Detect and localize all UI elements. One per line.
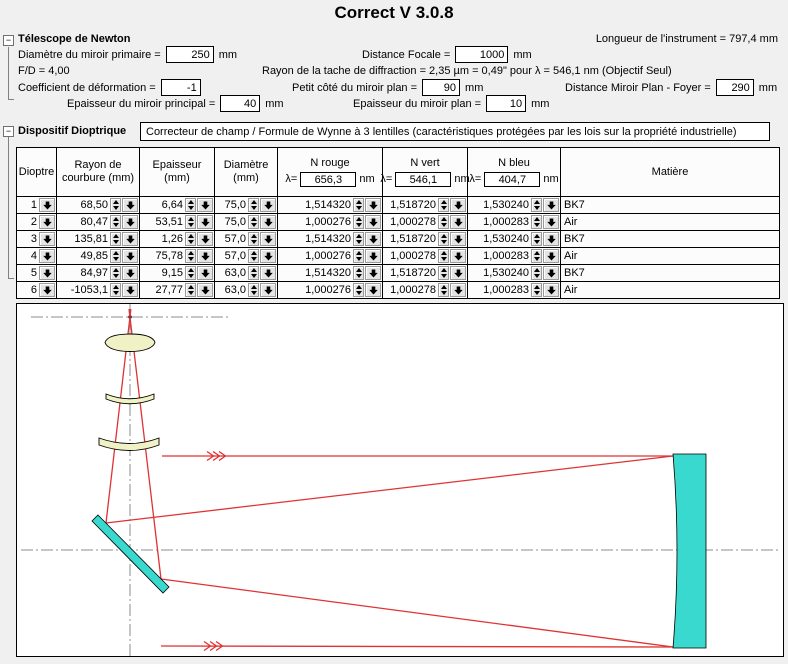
down-arrow-icon (547, 269, 556, 278)
spinner-control[interactable] (438, 249, 449, 263)
collapse-newton-button[interactable]: − (3, 35, 14, 46)
col-header-n-bleu: N bleu λ= 404,7 nm (468, 148, 561, 196)
field-diametre-primaire (18, 46, 237, 63)
down-arrow-icon (369, 235, 378, 244)
spinner-control[interactable] (531, 283, 542, 297)
coeff-input[interactable] (161, 79, 201, 96)
cell-n-rouge (278, 231, 383, 247)
down-arrow-button[interactable] (197, 198, 213, 212)
field-distance-miroir-foyer (565, 79, 777, 96)
cell-value: 1,000276 (305, 250, 351, 262)
lambda-vert-input[interactable] (395, 172, 451, 187)
down-arrow-icon (43, 235, 52, 244)
cell-n-bleu (468, 282, 561, 298)
spinner-control[interactable] (248, 266, 259, 280)
cell-rayon (57, 265, 140, 281)
cell-value: 1,518720 (390, 199, 436, 211)
table-row (17, 231, 779, 248)
down-arrow-icon (369, 252, 378, 261)
cell-value: 27,77 (155, 284, 183, 296)
spinner-control[interactable] (248, 283, 259, 297)
spinner-control[interactable] (185, 198, 196, 212)
lambda-bleu-input[interactable] (484, 172, 540, 187)
focale-unit: mm (513, 48, 532, 61)
cell-n-vert (383, 265, 468, 281)
primary-mirror (673, 454, 706, 648)
down-arrow-icon (454, 201, 463, 210)
down-arrow-button[interactable] (450, 198, 466, 212)
down-arrow-icon (264, 235, 273, 244)
cell-value: 80,47 (80, 216, 108, 228)
cell-value: 75,78 (155, 250, 183, 262)
cell-value: 49,85 (80, 250, 108, 262)
cell-n-rouge (278, 248, 383, 264)
lambda-symbol: λ= (469, 173, 482, 185)
cell-matiere: BK7 (564, 233, 585, 245)
down-arrow-icon (201, 269, 210, 278)
newton-tree-line (8, 47, 14, 100)
spinner-control[interactable] (531, 215, 542, 229)
table-row (17, 197, 779, 214)
down-arrow-icon (43, 269, 52, 278)
spinner-control[interactable] (438, 283, 449, 297)
down-arrow-icon (547, 218, 556, 227)
spinner-control[interactable] (248, 215, 259, 229)
field-petit-cote (292, 79, 483, 96)
spinner-control[interactable] (438, 232, 449, 246)
dist-foyer-input[interactable] (716, 79, 754, 96)
down-arrow-icon (369, 286, 378, 295)
cell-value: 1 (30, 199, 37, 211)
coeff-label: Coefficient de déformation = (18, 81, 156, 94)
cell-value: 75,0 (224, 199, 246, 211)
cell-n-vert (383, 214, 468, 230)
down-arrow-button[interactable] (197, 266, 213, 280)
cell-n-bleu (468, 231, 561, 247)
down-arrow-button[interactable] (260, 283, 276, 297)
table-row (17, 248, 779, 265)
cell-value: 1,518720 (390, 233, 436, 245)
lambda-rouge-input[interactable] (300, 172, 356, 187)
down-arrow-icon (43, 252, 52, 261)
down-arrow-icon (43, 286, 52, 295)
cell-rayon (57, 282, 140, 298)
table-row (17, 265, 779, 282)
cell-value: 1,000283 (483, 284, 529, 296)
down-arrow-button[interactable] (122, 266, 138, 280)
cell-value: 53,51 (155, 216, 183, 228)
spinner-control[interactable] (531, 249, 542, 263)
down-arrow-button[interactable] (39, 215, 55, 229)
spinner-control[interactable] (353, 266, 364, 280)
field-epaisseur-principal (67, 95, 284, 112)
down-arrow-icon (43, 201, 52, 210)
down-arrow-icon (126, 235, 135, 244)
down-arrow-icon (201, 235, 210, 244)
cell-diametre (215, 248, 278, 264)
diametre-unit: mm (218, 48, 238, 61)
dioptrique-tree-line (8, 137, 14, 279)
spinner-control[interactable] (110, 249, 121, 263)
cell-value: 6,64 (161, 199, 183, 211)
down-arrow-icon (547, 235, 556, 244)
cell-value: 1,000276 (305, 216, 351, 228)
down-arrow-button[interactable] (39, 249, 55, 263)
down-arrow-button[interactable] (39, 232, 55, 246)
cell-value: 5 (30, 267, 37, 279)
down-arrow-button[interactable] (365, 283, 381, 297)
cell-value: 1,514320 (305, 267, 351, 279)
cell-value: 1,000276 (305, 284, 351, 296)
down-arrow-icon (201, 252, 210, 261)
cell-value: 57,0 (224, 250, 246, 262)
cell-diametre (215, 265, 278, 281)
spinner-control[interactable] (531, 266, 542, 280)
cell-n-rouge (278, 214, 383, 230)
cell-value: 1,530240 (483, 199, 529, 211)
cell-value: 1,514320 (305, 199, 351, 211)
spinner-control[interactable] (438, 266, 449, 280)
spinner-control[interactable] (248, 249, 259, 263)
down-arrow-button[interactable] (260, 266, 276, 280)
cell-n-bleu (468, 197, 561, 213)
cell-dioptre (17, 248, 57, 264)
focale-label: Distance Focale = (362, 48, 451, 61)
cell-n-vert (383, 231, 468, 247)
down-arrow-button[interactable] (260, 249, 276, 263)
cell-n-bleu (468, 214, 561, 230)
cell-value: 57,0 (224, 233, 246, 245)
spinner-control[interactable] (185, 215, 196, 229)
down-arrow-icon (264, 252, 273, 261)
down-arrow-button[interactable] (543, 215, 559, 229)
down-arrow-icon (201, 286, 210, 295)
cell-dioptre (17, 282, 57, 298)
down-arrow-button[interactable] (450, 215, 466, 229)
down-arrow-icon (454, 235, 463, 244)
down-arrow-button[interactable] (450, 266, 466, 280)
down-arrow-button[interactable] (122, 198, 138, 212)
cell-value: 3 (30, 233, 37, 245)
cell-value: 1,000278 (390, 216, 436, 228)
petit-cote-label: Petit côté du miroir plan = (292, 81, 418, 94)
ep-plan-label: Epaisseur du miroir plan = (353, 97, 482, 110)
cell-matiere: Air (564, 216, 578, 228)
diffraction-text: Rayon de la tache de diffraction = 2,35 µm = 0,49" pour λ = 546,1 nm (Objectif Seul) (262, 65, 672, 77)
ep-principal-input[interactable] (220, 95, 260, 112)
down-arrow-button[interactable] (260, 215, 276, 229)
down-arrow-button[interactable] (260, 232, 276, 246)
down-arrow-icon (454, 269, 463, 278)
corrector-lens-1 (105, 334, 155, 352)
fd-ratio-text: F/D = 4,00 (18, 65, 70, 77)
down-arrow-button[interactable] (365, 215, 381, 229)
cell-matiere: Air (564, 250, 578, 262)
ep-plan-input[interactable] (486, 95, 526, 112)
cell-epaisseur (140, 197, 215, 213)
petit-cote-input[interactable] (422, 79, 460, 96)
cell-matiere: BK7 (564, 267, 585, 279)
spinner-control[interactable] (531, 232, 542, 246)
down-arrow-button[interactable] (450, 249, 466, 263)
down-arrow-button[interactable] (365, 266, 381, 280)
cell-dioptre (17, 197, 57, 213)
cell-value: 1,000283 (483, 216, 529, 228)
lambda-symbol: λ= (285, 173, 298, 185)
down-arrow-icon (201, 218, 210, 227)
down-arrow-button[interactable] (39, 283, 55, 297)
cell-value: 84,97 (80, 267, 108, 279)
cell-diametre (215, 231, 278, 247)
reflected-ray-bottom (161, 579, 673, 647)
newton-section-title: Télescope de Newton (18, 33, 131, 45)
cell-rayon (57, 197, 140, 213)
down-arrow-button[interactable] (197, 215, 213, 229)
ep-principal-unit: mm (265, 97, 284, 110)
table-row (17, 214, 779, 231)
diametre-input[interactable] (166, 46, 214, 63)
cell-value: 75,0 (224, 216, 246, 228)
spinner-control[interactable] (185, 249, 196, 263)
down-arrow-icon (126, 286, 135, 295)
cell-diametre (215, 282, 278, 298)
down-arrow-icon (126, 252, 135, 261)
cell-rayon (57, 231, 140, 247)
down-arrow-icon (454, 252, 463, 261)
down-arrow-button[interactable] (543, 249, 559, 263)
cell-value: 2 (30, 216, 37, 228)
down-arrow-button[interactable] (365, 198, 381, 212)
ep-principal-label: Epaisseur du miroir principal = (67, 97, 216, 110)
down-arrow-icon (264, 218, 273, 227)
spinner-control[interactable] (110, 283, 121, 297)
diametre-label: Diamètre du miroir primaire = (18, 48, 161, 61)
down-arrow-button[interactable] (197, 249, 213, 263)
down-arrow-button[interactable] (450, 232, 466, 246)
down-arrow-button[interactable] (260, 198, 276, 212)
spinner-control[interactable] (110, 266, 121, 280)
cell-diametre (215, 197, 278, 213)
cell-value: 6 (30, 284, 37, 296)
cell-value: 4 (30, 250, 37, 262)
spinner-control[interactable] (438, 198, 449, 212)
cell-epaisseur (140, 282, 215, 298)
dioptrique-section-title: Dispositif Dioptrique (18, 125, 127, 137)
spinner-control[interactable] (185, 283, 196, 297)
cell-value: 1,530240 (483, 267, 529, 279)
down-arrow-button[interactable] (122, 232, 138, 246)
cell-value: 68,50 (80, 199, 108, 211)
down-arrow-icon (126, 218, 135, 227)
spinner-control[interactable] (353, 249, 364, 263)
cell-n-bleu (468, 248, 561, 264)
col-header-epaisseur: Epaisseur (mm) (140, 148, 215, 196)
cell-value: 1,000278 (390, 250, 436, 262)
cell-epaisseur (140, 231, 215, 247)
cell-value: 135,81 (74, 233, 108, 245)
down-arrow-button[interactable] (122, 283, 138, 297)
spinner-control[interactable] (353, 232, 364, 246)
spinner-control[interactable] (353, 283, 364, 297)
dist-foyer-label: Distance Miroir Plan - Foyer = (565, 81, 711, 94)
down-arrow-icon (547, 201, 556, 210)
cell-n-vert (383, 197, 468, 213)
down-arrow-button[interactable] (365, 232, 381, 246)
down-arrow-icon (547, 286, 556, 295)
down-arrow-button[interactable] (197, 283, 213, 297)
optical-diagram-panel (16, 303, 784, 657)
cell-value: 63,0 (224, 284, 246, 296)
table-header-row (17, 148, 779, 197)
lambda-unit: nm (359, 173, 375, 185)
spinner-control[interactable] (531, 198, 542, 212)
collapse-dioptrique-button[interactable]: − (3, 126, 14, 137)
down-arrow-button[interactable] (365, 249, 381, 263)
down-arrow-button[interactable] (543, 198, 559, 212)
down-arrow-button[interactable] (450, 283, 466, 297)
cell-n-vert (383, 248, 468, 264)
spinner-control[interactable] (438, 215, 449, 229)
table-row (17, 282, 779, 298)
down-arrow-icon (369, 201, 378, 210)
down-arrow-icon (454, 218, 463, 227)
down-arrow-icon (126, 201, 135, 210)
incoming-ray-bottom (161, 646, 673, 647)
field-coefficient-deformation (18, 79, 201, 96)
down-arrow-icon (264, 201, 273, 210)
cell-value: 1,000283 (483, 250, 529, 262)
down-arrow-button[interactable] (543, 283, 559, 297)
spinner-control[interactable] (110, 232, 121, 246)
focale-input[interactable] (455, 46, 508, 63)
down-arrow-icon (547, 252, 556, 261)
corrector-description-box (140, 122, 770, 141)
cell-epaisseur (140, 214, 215, 230)
down-arrow-icon (454, 286, 463, 295)
down-arrow-button[interactable] (39, 198, 55, 212)
cell-dioptre (17, 231, 57, 247)
down-arrow-button[interactable] (122, 215, 138, 229)
cell-value: 1,26 (161, 233, 183, 245)
cell-diametre (215, 214, 278, 230)
corrector-lens-3 (99, 438, 159, 451)
field-epaisseur-plan (353, 95, 549, 112)
cell-rayon (57, 214, 140, 230)
down-arrow-icon (43, 218, 52, 227)
surfaces-table (16, 147, 780, 299)
spinner-control[interactable] (353, 215, 364, 229)
cell-dioptre (17, 265, 57, 281)
field-distance-focale (362, 46, 532, 63)
col-header-matiere: Matière (651, 165, 689, 178)
cell-n-rouge (278, 282, 383, 298)
down-arrow-button[interactable] (543, 266, 559, 280)
lambda-unit: nm (543, 173, 559, 185)
col-header-n-vert: N vert λ= 546,1 nm (383, 148, 468, 196)
cell-n-rouge (278, 197, 383, 213)
spinner-control[interactable] (110, 198, 121, 212)
cell-matiere: BK7 (564, 199, 585, 211)
cell-value: 1,000278 (390, 284, 436, 296)
col-header-n-rouge: N rouge λ= 656,3 nm (278, 148, 383, 196)
down-arrow-button[interactable] (543, 232, 559, 246)
col-header-rayon: Rayon de courbure (mm) (57, 148, 140, 196)
spinner-control[interactable] (248, 198, 259, 212)
cell-epaisseur (140, 265, 215, 281)
down-arrow-button[interactable] (197, 232, 213, 246)
spinner-control[interactable] (185, 232, 196, 246)
cell-value: 9,15 (161, 267, 183, 279)
lambda-unit: nm (454, 173, 470, 185)
cell-rayon (57, 248, 140, 264)
reflected-ray-top (106, 456, 673, 523)
down-arrow-icon (369, 218, 378, 227)
cell-value: -1053,1 (70, 284, 108, 296)
cell-dioptre (17, 214, 57, 230)
lambda-symbol: λ= (380, 173, 393, 185)
down-arrow-button[interactable] (39, 266, 55, 280)
down-arrow-icon (126, 269, 135, 278)
optical-diagram (17, 304, 783, 656)
ep-plan-unit: mm (531, 97, 550, 110)
cell-epaisseur (140, 248, 215, 264)
cell-n-vert (383, 282, 468, 298)
cell-value: 1,518720 (390, 267, 436, 279)
dist-foyer-unit: mm (758, 81, 778, 94)
down-arrow-icon (264, 269, 273, 278)
instrument-length-text: Longueur de l'instrument = 797,4 mm (595, 33, 778, 45)
down-arrow-icon (201, 201, 210, 210)
down-arrow-button[interactable] (122, 249, 138, 263)
cell-matiere: Air (564, 284, 578, 296)
cell-value: 63,0 (224, 267, 246, 279)
col-header-dioptre: Dioptre (17, 148, 57, 196)
corrector-description: Correcteur de champ / Formule de Wynne à 3 lentilles (caractéristiques protégées par les lois sur la propriété industrielle) (146, 125, 737, 138)
app-title: Correct V 3.0.8 (334, 3, 454, 22)
down-arrow-icon (369, 269, 378, 278)
cell-n-rouge (278, 265, 383, 281)
spinner-control[interactable] (185, 266, 196, 280)
down-arrow-icon (264, 286, 273, 295)
col-header-diametre: Diamètre (mm) (215, 148, 278, 196)
spinner-control[interactable] (353, 198, 364, 212)
petit-cote-unit: mm (465, 81, 484, 94)
spinner-control[interactable] (110, 215, 121, 229)
cell-value: 1,530240 (483, 233, 529, 245)
cell-value: 1,514320 (305, 233, 351, 245)
spinner-control[interactable] (248, 232, 259, 246)
cell-n-bleu (468, 265, 561, 281)
